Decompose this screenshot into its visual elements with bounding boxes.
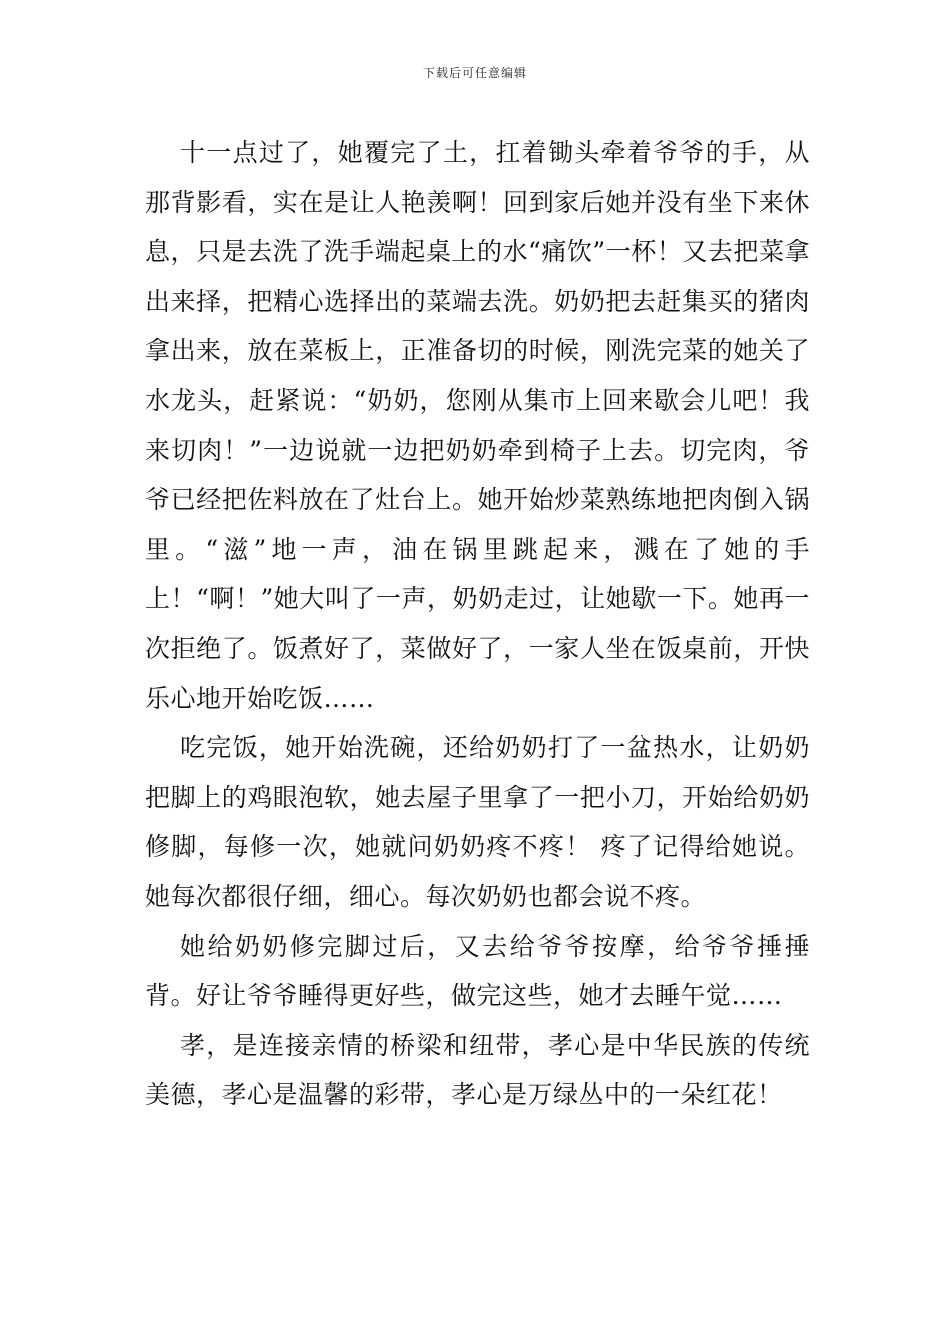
page-header: 下载后可任意编辑 xyxy=(422,66,527,80)
document-body xyxy=(145,128,810,1120)
paragraph-2: 吃完饭，她开始洗碗，还给奶奶打了一盆热水，让奶奶把脚上的鸡眼泡软，她去屋子里拿了一把小刀，开始给奶奶修脚，每修一次，她就问奶奶疼不疼！ 疼了记得给她说。她每次都很仔细，细心。每次奶奶也都会说不疼。 xyxy=(145,733,810,911)
paragraph-3: 她给奶奶修完脚过后，又去给爷爷按摩，给爷爷捶捶背。好让爷爷睡得更好些，做完这些，她才去睡午觉…… xyxy=(145,931,810,1011)
paragraph-1: 十一点过了，她覆完了土，扛着锄头牵着爷爷的手，从那背影看，实在是让人艳羡啊！回到家后她并没有坐下来休息，只是去洗了洗手端起桌上的水“痛饮”一杯！又去把菜拿出来择，把精心选择出的菜端去洗。奶奶把去赶集买的猪肉拿出来，放在菜板上，正准备切的时候，刚洗完菜的她关了水龙头，赶紧说：“奶奶，您刚从集市上回来歇会儿吧！我来切肉！”一边说就一边把奶奶牵到椅子上去。切完肉，爷爷已经把佐料放在了灶台上。她开始炒菜熟练地把肉倒入锅里。“滋”地一声，油在锅里跳起来，溅在了她的手上！“啊！”她大叫了一声，奶奶走过，让她歇一下。她再一次拒绝了。饭煮好了，菜做好了，一家人坐在饭桌前，开快乐心地开始吃饭…… xyxy=(145,138,810,713)
paragraph-4: 孝，是连接亲情的桥梁和纽带，孝心是中华民族的传统美德，孝心是温馨的彩带，孝心是万绿丛中的一朵红花！ xyxy=(145,1030,810,1110)
